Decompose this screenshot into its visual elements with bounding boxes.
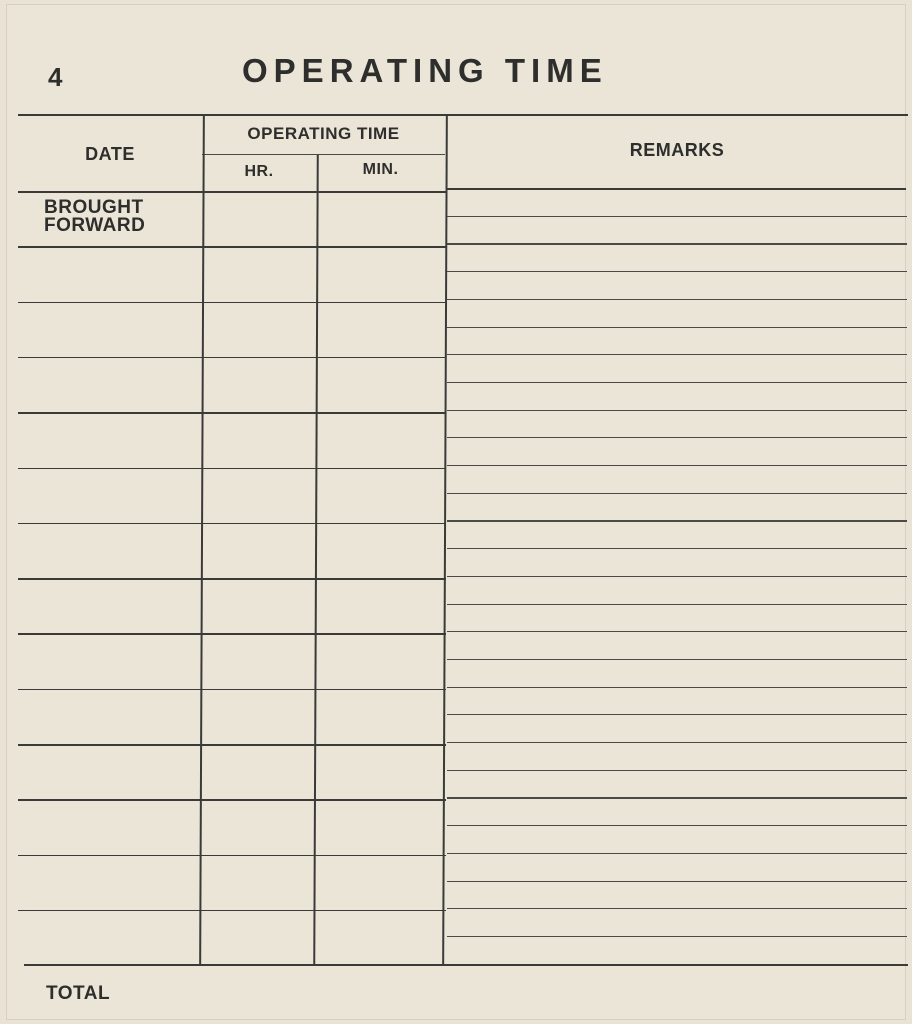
minutes-column-header: MIN. — [362, 161, 399, 178]
remark-rule — [447, 243, 907, 244]
remark-rule — [447, 465, 907, 466]
remark-rule — [447, 853, 907, 854]
row-rule — [18, 578, 446, 580]
page-title: OPERATING TIME — [242, 52, 608, 89]
header-bottom-rule-left — [18, 191, 446, 193]
remark-rule — [447, 493, 907, 494]
remark-rule — [447, 410, 907, 411]
row-rule — [18, 855, 446, 857]
row-rule — [18, 302, 446, 304]
remark-rule — [447, 548, 907, 549]
table-top-rule — [18, 114, 908, 116]
remark-rule — [447, 299, 907, 300]
total-label: TOTAL — [46, 983, 111, 1004]
remark-rule — [447, 520, 907, 521]
table-bottom-rule — [24, 964, 908, 966]
row-rule — [18, 744, 446, 746]
remark-rule — [447, 216, 907, 217]
remark-rule — [447, 631, 907, 632]
remark-rule — [447, 936, 907, 937]
remarks-column-header: REMARKS — [629, 140, 725, 160]
remark-rule — [447, 659, 907, 660]
row-rule — [18, 468, 446, 470]
operating-time-header: OPERATING TIME — [247, 124, 400, 143]
row-rule — [18, 633, 446, 635]
row-rule — [18, 689, 446, 691]
remark-rule — [447, 576, 907, 577]
row-rule — [18, 412, 446, 414]
brought-forward-label: BROUGHT FORWARD — [44, 197, 146, 236]
hours-column-header: HR. — [244, 163, 274, 180]
row-rule — [18, 246, 446, 248]
remark-rule — [447, 742, 907, 743]
remark-rule — [447, 271, 907, 272]
header-bottom-rule-right — [446, 188, 906, 190]
row-rule — [18, 357, 446, 359]
remark-rule — [447, 604, 907, 605]
page-number: 4 — [48, 62, 64, 92]
remark-rule — [447, 437, 907, 438]
date-column-header: DATE — [85, 144, 135, 164]
remark-rule — [447, 770, 907, 771]
remark-rule — [447, 714, 907, 715]
remark-rule — [447, 908, 907, 909]
remark-rule — [447, 825, 907, 826]
operating-time-subrule — [202, 154, 445, 155]
row-rule — [18, 799, 446, 801]
remark-rule — [447, 881, 907, 882]
remark-rule — [447, 382, 907, 383]
remark-rule — [447, 797, 907, 798]
remark-rule — [447, 327, 907, 328]
row-rule — [18, 523, 446, 525]
remark-rule — [447, 687, 907, 688]
remark-rule — [447, 354, 907, 355]
row-rule — [18, 910, 446, 912]
